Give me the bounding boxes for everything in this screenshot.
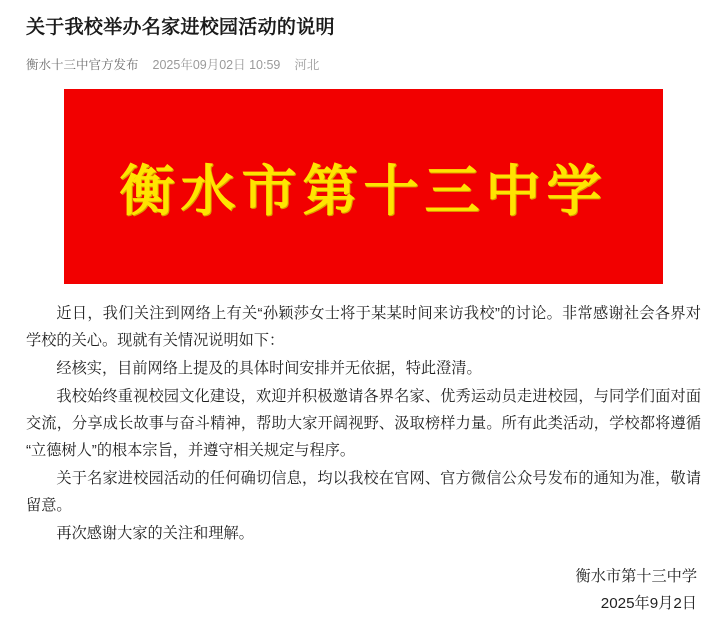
meta-source: 衡水十三中官方发布	[26, 57, 139, 72]
body-paragraph: 关于名家进校园活动的任何确切信息，均以我校在官网、官方微信公众号发布的通知为准，敬请留意。	[26, 469, 701, 515]
article-meta	[26, 55, 701, 73]
page-title: 关于我校举办名家进校园活动的说明	[26, 17, 335, 38]
meta-region: 河北	[294, 57, 320, 72]
banner-image-container	[26, 89, 701, 284]
school-banner-image	[64, 89, 663, 284]
meta-timestamp: 2025年09月02日 10:59	[152, 57, 281, 72]
body-paragraph: 经核实，目前网络上提及的具体时间安排并无依据，特此澄清。	[56, 359, 482, 377]
body-paragraph: 再次感谢大家的关注和理解。	[56, 525, 254, 543]
body-paragraph: 我校始终重视校园文化建设，欢迎并积极邀请各界名家、优秀运动员走进校园，与同学们面对面交流，分享成长故事与奋斗精神，帮助大家开阔视野、汲取榜样力量。所有此类活动，学校都将遵循“立德树人”的根本宗旨，并遵守相关规定与程序。	[26, 387, 701, 459]
signature-organization: 衡水市第十三中学	[575, 568, 697, 586]
banner-school-name: 衡水市第十三中学	[119, 158, 608, 223]
body-paragraph: 近日，我们关注到网络上有关“孙颖莎女士将于某某时间来访我校”的讨论。非常感谢社会各界对学校的关心。现就有关情况说明如下：	[26, 304, 701, 349]
signature-date: 2025年9月2日	[600, 595, 697, 613]
article-signature	[26, 563, 701, 618]
article-body	[26, 300, 701, 547]
